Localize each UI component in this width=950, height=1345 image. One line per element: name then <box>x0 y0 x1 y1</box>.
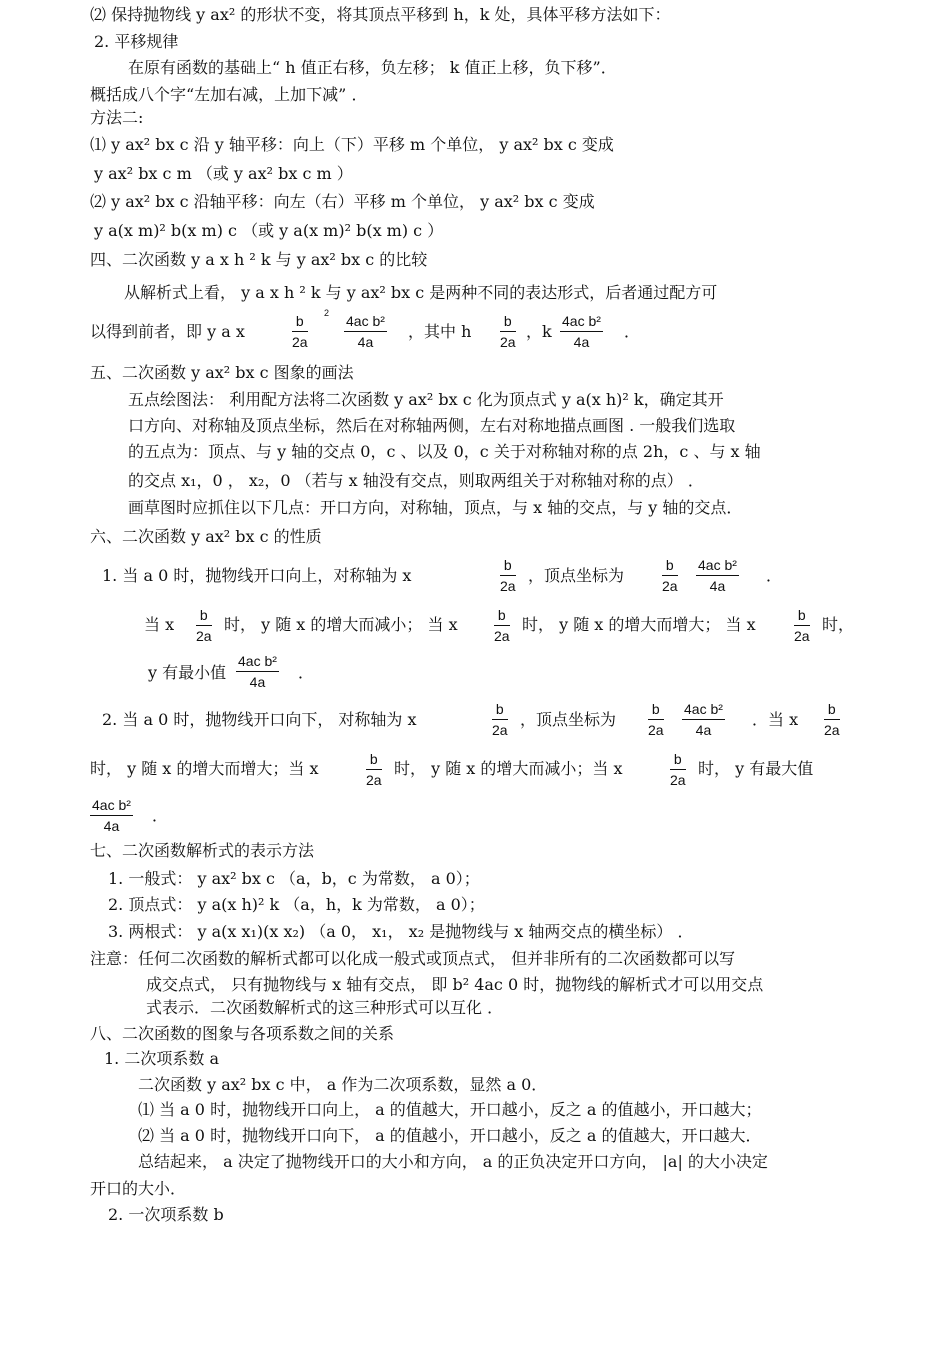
fraction-4ac-b2-over-4a: 4ac b² 4a <box>238 653 277 690</box>
text-line-37: 二次函数 y ax² bx c 中， a 作为二次项系数，显然 a 0． <box>138 1075 548 1094</box>
text-line-40: 总结起来， a 决定了抛物线开口的大小和方向， a 的正负决定开口方向， |a| 的大小决定 <box>138 1152 768 1171</box>
text-line-29: 1. 一般式： y ax² bx c （a，b，c 为常数， a 0）； <box>108 869 480 888</box>
text-line-22: 1. 当 a 0 时，抛物线开口向上，对称轴为 x <box>102 566 412 585</box>
text-line-12b: ，其中 h <box>408 322 472 341</box>
fraction-4ac-b2-over-4a: 4ac b² 4a <box>562 313 601 350</box>
text-line-41: 开口的大小． <box>90 1179 187 1198</box>
text-line-23c: 时， y 随 x 的增大而增大； 当 x <box>522 615 756 634</box>
fraction-b-over-2a: b 2a <box>648 701 664 738</box>
fraction-4ac-b2-over-4a: 4ac b² 4a <box>698 557 737 594</box>
fraction-4ac-b2-over-4a: 4ac b² 4a <box>346 313 385 350</box>
section-heading-4: 四、二次函数 y a x h ² k 与 y ax² bx c 的比较 <box>90 250 428 269</box>
text-line-42: 2. 一次项系数 b <box>108 1205 224 1224</box>
text-line-36: 1. 二次项系数 a <box>104 1049 219 1068</box>
text-line-26: 时， y 随 x 的增大而增大；当 x <box>90 759 319 778</box>
text-line-11: 从解析式上看， y a x h ² k 与 y ax² bx c 是两种不同的表达形式，后者通过配方可 <box>124 283 718 302</box>
fraction-b-over-2a: b 2a <box>500 557 516 594</box>
text-line-6: ⑴ y ax² bx c 沿 y 轴平移：向上（下）平移 m 个单位， y ax² bx c 变成 <box>90 135 614 154</box>
text-line-26c: 时， y 有最大值 <box>698 759 814 778</box>
text-line-8: ⑵ y ax² bx c 沿轴平移：向左（右）平移 m 个单位， y ax² bx c 变成 <box>90 192 595 211</box>
fraction-b-over-2a: b 2a <box>662 557 678 594</box>
section-heading-8: 八、二次函数的图象与各项系数之间的关系 <box>90 1024 395 1043</box>
text-line-30: 2. 顶点式： y a(x h)² k （a，h，k 为常数， a 0）； <box>108 895 485 914</box>
text-line-19: 的交点 x₁，0 ， x₂，0 （若与 x 轴没有交点，则取两组关于对称轴对称的点） ． <box>128 471 704 490</box>
text-line-27: ． <box>152 806 169 825</box>
fraction-b-over-2a: b 2a <box>670 751 686 788</box>
text-line-38: ⑴ 当 a 0 时，抛物线开口向上， a 的值越大，开口越小，反之 a 的值越小，开口越大； <box>138 1100 762 1119</box>
text-line-23b: 时， y 随 x 的增大而减小； 当 x <box>224 615 458 634</box>
text-line-25c: ．当 x <box>752 710 799 729</box>
text-line-24b: ． <box>298 663 315 682</box>
text-line-34: 式表示．二次函数解析式的这三种形式可以互化 ． <box>146 998 504 1017</box>
fraction-4ac-b2-over-4a: 4ac b² 4a <box>92 797 131 834</box>
text-line-39: ⑵ 当 a 0 时，抛物线开口向下， a 的值越小，开口越小，反之 a 的值越大，开口越大． <box>138 1126 762 1145</box>
text-line-4: 概括成八个字“左加右减，上加下减” ． <box>90 85 368 104</box>
text-line-24: y 有最小值 <box>148 663 227 682</box>
fraction-b-over-2a: b 2a <box>500 313 516 350</box>
text-line-2: 2. 平移规律 <box>94 32 179 51</box>
text-line-26b: 时， y 随 x 的增大而减小；当 x <box>394 759 623 778</box>
fraction-b-over-2a: b 2a <box>494 607 510 644</box>
fraction-b-over-2a: b 2a <box>492 701 508 738</box>
section-heading-5: 五、二次函数 y ax² bx c 图象的画法 <box>90 363 354 382</box>
fraction-b-over-2a: b 2a <box>196 607 212 644</box>
text-line-7: y ax² bx c m （或 y ax² bx c m ） <box>94 164 353 183</box>
text-line-3: 在原有函数的基础上“ h 值正右移，负左移； k 值正上移，负下移”． <box>128 58 617 77</box>
text-line-23d: 时， <box>822 615 855 634</box>
section-heading-7: 七、二次函数解析式的表示方法 <box>90 841 315 860</box>
text-line-12d: ． <box>624 322 641 341</box>
superscript-2: 2 <box>324 308 330 318</box>
fraction-b-over-2a: b 2a <box>366 751 382 788</box>
text-line-20: 画草图时应抓住以下几点：开口方向，对称轴，顶点，与 x 轴的交点，与 y 轴的交点． <box>128 498 743 517</box>
text-line-9: y a(x m)² b(x m) c （或 y a(x m)² b(x m) c ） <box>94 221 444 240</box>
fraction-b-over-2a: b 2a <box>292 313 308 350</box>
text-line-17: 口方向、对称轴及顶点坐标，然后在对称轴两侧，左右对称地描点画图 . 一般我们选取 <box>128 416 736 435</box>
text-line-32: 注意：任何二次函数的解析式都可以化成一般式或顶点式， 但并非所有的二次函数都可以写 <box>90 949 736 968</box>
text-line-1: ⑵ 保持抛物线 y ax² 的形状不变，将其顶点平移到 h，k 处，具体平移方法如下： <box>90 5 671 24</box>
fraction-b-over-2a: b 2a <box>824 701 840 738</box>
fraction-4ac-b2-over-4a: 4ac b² 4a <box>684 701 723 738</box>
section-heading-6: 六、二次函数 y ax² bx c 的性质 <box>90 527 322 546</box>
text-line-33: 成交点式， 只有抛物线与 x 轴有交点， 即 b² 4ac 0 时，抛物线的解析式才可以用交点 <box>146 975 764 994</box>
text-line-18: 的五点为：顶点、与 y 轴的交点 0，c 、以及 0，c 关于对称轴对称的点 2h，c 、与 x 轴 <box>128 442 761 461</box>
text-line-23: 当 x <box>144 615 175 634</box>
text-line-12c: ，k <box>526 322 552 341</box>
text-line-22c: ． <box>766 566 783 585</box>
fraction-b-over-2a: b 2a <box>794 607 810 644</box>
text-line-22b: ，顶点坐标为 <box>528 566 625 585</box>
text-line-12: 以得到前者，即 y a x <box>90 322 245 341</box>
text-line-31: 3. 两根式： y a(x x₁)(x x₂) （a 0， x₁， x₂ 是抛物线与 x 轴两交点的横坐标） ． <box>108 922 694 941</box>
text-line-25: 2. 当 a 0 时，抛物线开口向下， 对称轴为 x <box>102 710 417 729</box>
text-line-16: 五点绘图法： 利用配方法将二次函数 y ax² bx c 化为顶点式 y a(x h)² k，确定其开 <box>128 390 724 409</box>
text-line-5: 方法二: <box>90 108 144 127</box>
text-line-25b: ，顶点坐标为 <box>520 710 617 729</box>
